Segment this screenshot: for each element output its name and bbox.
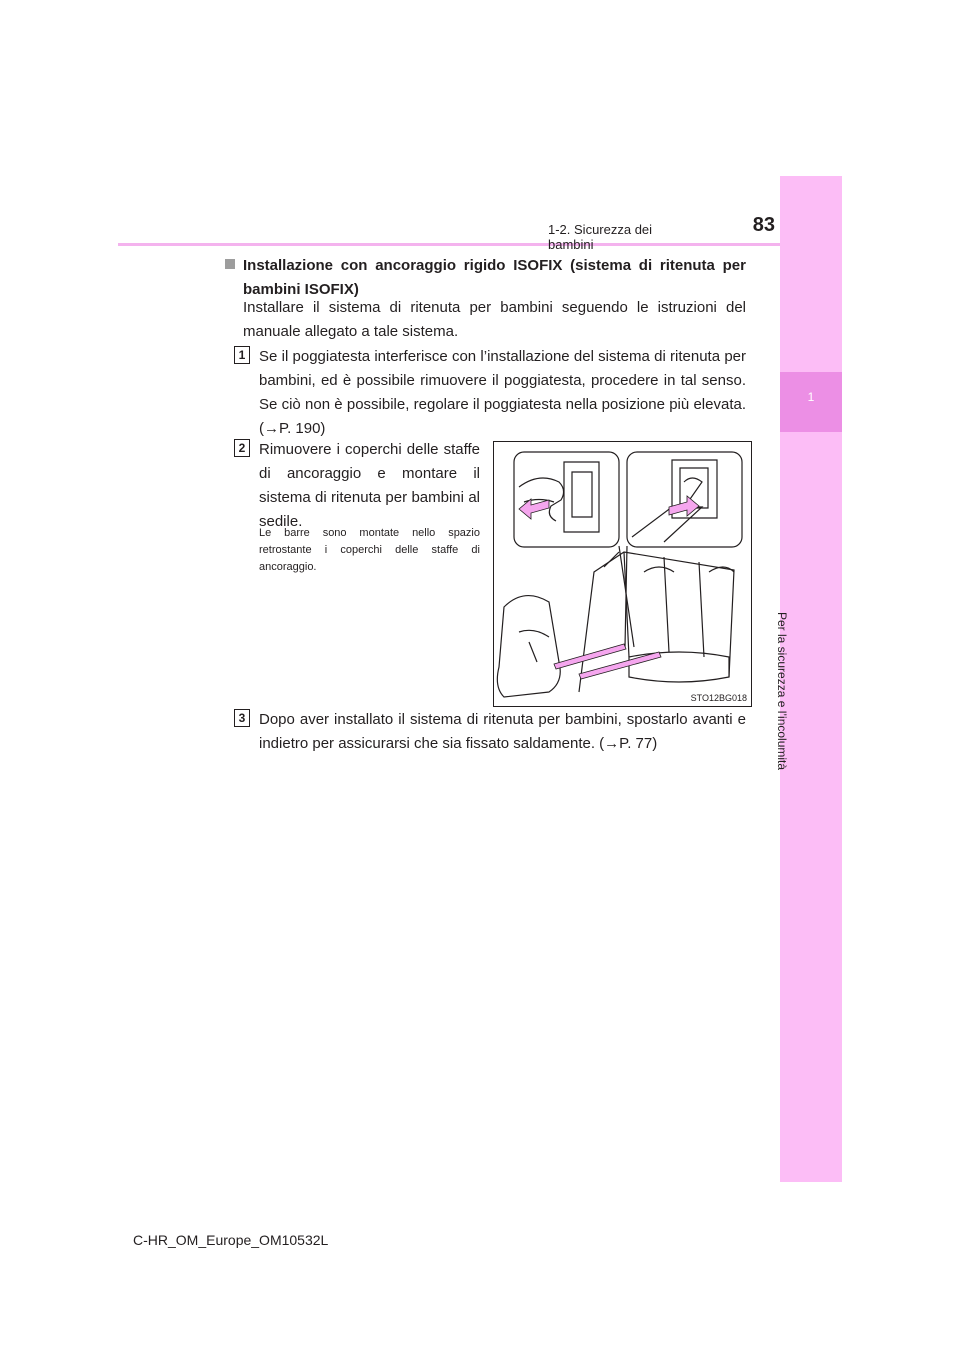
step-1-text: Se il poggiatesta interferisce con l’installazione del sistema di ritenuta per bambini, ed è possibile rimuovere il poggiatesta, procedere in tal senso. Se ciò non è possibile, regolare il poggiatesta nella posizione più elevata. (→P. 190) [259,348,746,437]
step-3-text: Dopo aver installato il sistema di ritenuta per bambini, spostarlo avanti e indietro per assicurarsi che sia fissato saldamente. (→P. 77) [259,711,746,752]
intro-paragraph: Installare il sistema di ritenuta per bambini seguendo le istruzioni del manuale allegato a tale sistema. [243,299,746,340]
inset-left-frame [514,452,619,547]
isofix-drawing [494,442,751,706]
footer-doc-id: C-HR_OM_Europe_OM10532L [133,1232,329,1248]
step-2-note: Le barre sono montate nello spazio retrostante i coperchi delle staffe di ancoraggio. [259,527,480,573]
heading-bullet-icon [225,259,235,269]
step-1-number: 1 [234,346,250,364]
chapter-number: 1 [807,390,815,404]
chapter-tab-strip [780,176,842,1182]
page-number: 83 [752,214,775,236]
isofix-illustration [493,441,752,707]
step-2-number: 2 [234,439,250,457]
arrow-left-inset [519,499,549,519]
section-title: 1-2. Sicurezza dei bambini [548,222,653,252]
step-2-text: Rimuovere i coperchi delle staffe di ancoraggio e montare il sistema di ritenuta per bambini al sedile. [259,441,480,530]
child-seat [497,596,560,697]
section-heading: Installazione con ancoraggio rigido ISOFIX (sistema di ritenuta per bambini ISOFIX) [243,257,746,298]
inset-right-frame [627,452,742,547]
arrow-right-inset [669,496,699,516]
figure-code: STO12BG018 [690,693,747,703]
step-3-number: 3 [234,709,250,727]
chapter-label: Per la sicurezza e l’incolumità [775,612,789,771]
